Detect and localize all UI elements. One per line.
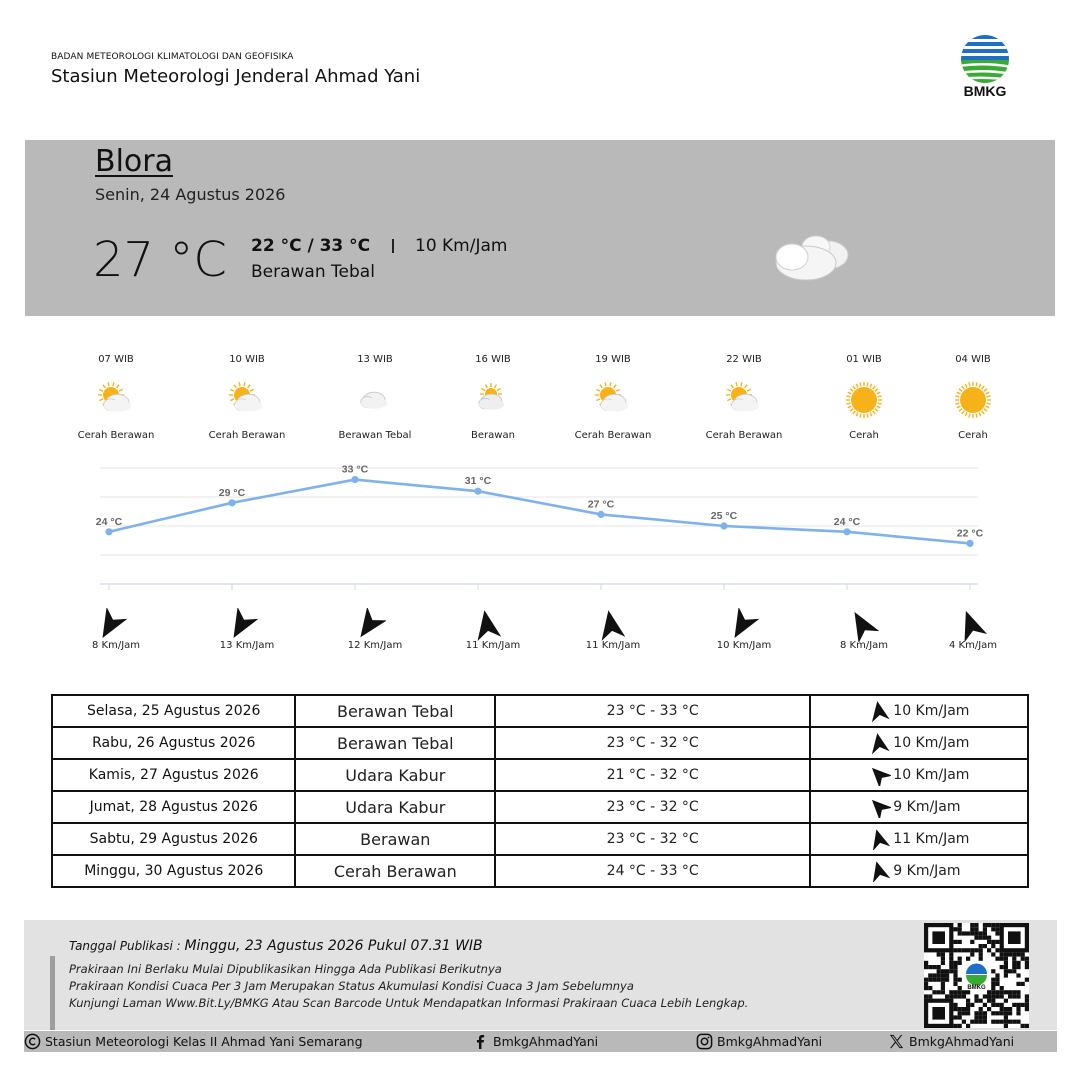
table-row [52, 791, 1028, 823]
hour-wind-speed: 4 Km/Jam [948, 640, 998, 651]
day-date: Rabu, 26 Agustus 2026 [52, 727, 295, 759]
hour-condition: Cerah [849, 430, 879, 441]
station-name: Stasiun Meteorologi Jenderal Ahmad Yani [51, 66, 421, 87]
temperature-point[interactable] [720, 522, 727, 529]
hour-condition: Cerah Berawan [574, 430, 652, 441]
instagram-handle: BmkgAhmadYani [717, 1034, 823, 1049]
wind-direction-arrow-icon [594, 608, 628, 642]
separator [392, 239, 394, 253]
day-temperature: 23 °C - 32 °C [495, 727, 810, 759]
hour-condition: Berawan Tebal [338, 430, 412, 441]
partly-sunny-icon [227, 380, 267, 420]
hour-time: 16 WIB [475, 354, 511, 365]
x-handle: BmkgAhmadYani [909, 1034, 1015, 1049]
temperature-range: 22 °C / 33 °C [251, 236, 371, 256]
wind-direction-arrow-icon [867, 796, 891, 818]
wind-direction-arrow-icon [954, 608, 988, 642]
day-date: Minggu, 30 Agustus 2026 [52, 855, 295, 887]
wind-direction-arrow-icon [470, 608, 504, 642]
temperature-point[interactable] [228, 499, 235, 506]
cloud-icon [355, 380, 395, 420]
sun-icon [844, 380, 884, 420]
day-temperature: 21 °C - 32 °C [495, 759, 810, 791]
hour-condition: Berawan [471, 430, 515, 441]
wind-direction-arrow-icon [224, 608, 258, 642]
wind-direction-arrow-icon [725, 608, 759, 642]
copyright [24, 1033, 363, 1050]
table-row [52, 695, 1028, 727]
day-date: Selasa, 25 Agustus 2026 [52, 695, 295, 727]
day-temperature: 24 °C - 33 °C [495, 855, 810, 887]
day-date: Kamis, 27 Agustus 2026 [52, 759, 295, 791]
x-link[interactable] [888, 1033, 1014, 1050]
day-temperature: 23 °C - 32 °C [495, 791, 810, 823]
temperature-data-label: 25 °C [710, 510, 738, 522]
day-wind-speed: 10 Km/Jam [893, 703, 970, 719]
publication-date [69, 938, 483, 954]
instagram-link[interactable] [696, 1033, 822, 1050]
temperature-data-label: 24 °C [833, 515, 861, 528]
facebook-link[interactable] [472, 1033, 598, 1050]
instagram-icon [696, 1033, 713, 1050]
temperature-point[interactable] [597, 511, 604, 518]
current-date: Senin, 24 Agustus 2026 [95, 185, 286, 204]
day-wind [810, 823, 1028, 855]
day-date: Jumat, 28 Agustus 2026 [52, 791, 295, 823]
day-wind-speed: 10 Km/Jam [893, 767, 970, 783]
temperature-point[interactable] [474, 488, 481, 495]
partly-sunny-icon [96, 380, 136, 420]
wind-direction-arrow-icon [867, 828, 891, 850]
city-name[interactable]: Blora [95, 144, 173, 179]
hour-time: 13 WIB [357, 354, 393, 365]
hour-wind-speed: 8 Km/Jam [839, 640, 889, 651]
cloud-icon [770, 233, 852, 283]
wind-direction-arrow-icon [845, 608, 879, 642]
table-row [52, 855, 1028, 887]
temperature-chart [50, 450, 1030, 600]
day-wind [810, 855, 1028, 887]
day-date: Sabtu, 29 Agustus 2026 [52, 823, 295, 855]
current-condition: Berawan Tebal [251, 262, 375, 282]
hour-condition: Cerah Berawan [77, 430, 155, 441]
qr-logo-text: BMKG [967, 985, 986, 991]
temperature-data-label: 33 °C [341, 463, 369, 476]
hour-time: 07 WIB [98, 354, 134, 365]
hour-time: 10 WIB [229, 354, 265, 365]
temperature-data-label: 24 °C [95, 515, 123, 528]
table-row [52, 823, 1028, 855]
footer-panel [24, 920, 1057, 1030]
daily-forecast-table [51, 694, 1029, 888]
day-wind [810, 791, 1028, 823]
footer-note: Prakiraan Ini Berlaku Mulai Dipublikasikan Hingga Ada Publikasi Berikutnya [69, 962, 502, 976]
day-wind [810, 727, 1028, 759]
day-wind-speed: 9 Km/Jam [893, 799, 961, 815]
table-row [52, 727, 1028, 759]
hour-condition: Cerah Berawan [208, 430, 286, 441]
hour-time: 19 WIB [595, 354, 631, 365]
copyright-icon [24, 1033, 41, 1050]
day-condition: Cerah Berawan [295, 855, 495, 887]
publication-label: Tanggal Publikasi : [69, 939, 185, 953]
x-icon [888, 1033, 905, 1050]
publication-value: Minggu, 23 Agustus 2026 Pukul 07.31 WIB [184, 938, 483, 954]
agency-name: BADAN METEOROLOGI KLIMATOLOGI DAN GEOFISIKA [51, 52, 294, 62]
facebook-handle: BmkgAhmadYani [493, 1034, 599, 1049]
current-temperature: 27 °C [93, 232, 227, 288]
day-condition: Udara Kabur [295, 759, 495, 791]
copyright-text: Stasiun Meteorologi Kelas II Ahmad Yani Semarang [45, 1034, 363, 1049]
temperature-data-label: 31 °C [464, 475, 492, 488]
hour-wind-speed: 10 Km/Jam [716, 640, 772, 651]
bmkg-logo [958, 34, 1012, 100]
temperature-data-label: 22 °C [956, 527, 984, 540]
footer-note: Prakiraan Kondisi Cuaca Per 3 Jam Merupakan Status Akumulasi Kondisi Cuaca 3 Jam Sebelumnya [69, 979, 634, 993]
wind-direction-arrow-icon [352, 608, 386, 642]
hour-time: 04 WIB [955, 354, 991, 365]
partly-sunny-icon [593, 380, 633, 420]
temperature-data-label: 27 °C [587, 498, 615, 511]
hour-wind-speed: 11 Km/Jam [585, 640, 641, 651]
day-wind [810, 695, 1028, 727]
day-wind-speed: 9 Km/Jam [893, 863, 961, 879]
footer-accent-bar [50, 956, 55, 1030]
hourly-forecast [50, 350, 1030, 650]
hour-wind-speed: 8 Km/Jam [91, 640, 141, 651]
day-wind-speed: 11 Km/Jam [893, 831, 970, 847]
wind-direction-arrow-icon [867, 860, 891, 882]
day-wind [810, 759, 1028, 791]
hour-time: 01 WIB [846, 354, 882, 365]
current-weather-panel [25, 140, 1055, 316]
day-temperature: 23 °C - 33 °C [495, 695, 810, 727]
wind-direction-arrow-icon [867, 732, 891, 754]
day-wind-speed: 10 Km/Jam [893, 735, 970, 751]
hour-time: 22 WIB [726, 354, 762, 365]
wind-direction-arrow-icon [93, 608, 127, 642]
hour-wind-speed: 13 Km/Jam [219, 640, 275, 651]
day-condition: Udara Kabur [295, 791, 495, 823]
hour-condition: Cerah Berawan [705, 430, 783, 441]
current-wind: 10 Km/Jam [415, 236, 508, 256]
day-temperature: 23 °C - 32 °C [495, 823, 810, 855]
day-condition: Berawan [295, 823, 495, 855]
temperature-data-label: 29 °C [218, 486, 246, 499]
hour-wind-speed: 11 Km/Jam [465, 640, 521, 651]
hour-condition: Cerah [958, 430, 988, 441]
footer-note: Kunjungi Laman Www.Bit.Ly/BMKG Atau Scan Barcode Untuk Mendapatkan Informasi Prakiraan Cuaca Lebih Lengkap. [69, 996, 749, 1010]
day-condition: Berawan Tebal [295, 727, 495, 759]
day-condition: Berawan Tebal [295, 695, 495, 727]
temperature-point[interactable] [966, 540, 973, 547]
wind-direction-arrow-icon [867, 764, 891, 786]
temperature-point[interactable] [843, 528, 850, 535]
table-row [52, 759, 1028, 791]
qr-code-icon[interactable] [924, 923, 1029, 1028]
logo-text: BMKG [963, 83, 1007, 99]
facebook-icon [472, 1033, 489, 1050]
sun-icon [953, 380, 993, 420]
temperature-point[interactable] [351, 476, 358, 483]
hour-wind-speed: 12 Km/Jam [347, 640, 403, 651]
wind-direction-arrow-icon [867, 700, 891, 722]
temperature-point[interactable] [105, 528, 112, 535]
sun-behind-cloud-icon [473, 380, 513, 420]
partly-sunny-icon [724, 380, 764, 420]
bottom-bar [24, 1031, 1057, 1052]
